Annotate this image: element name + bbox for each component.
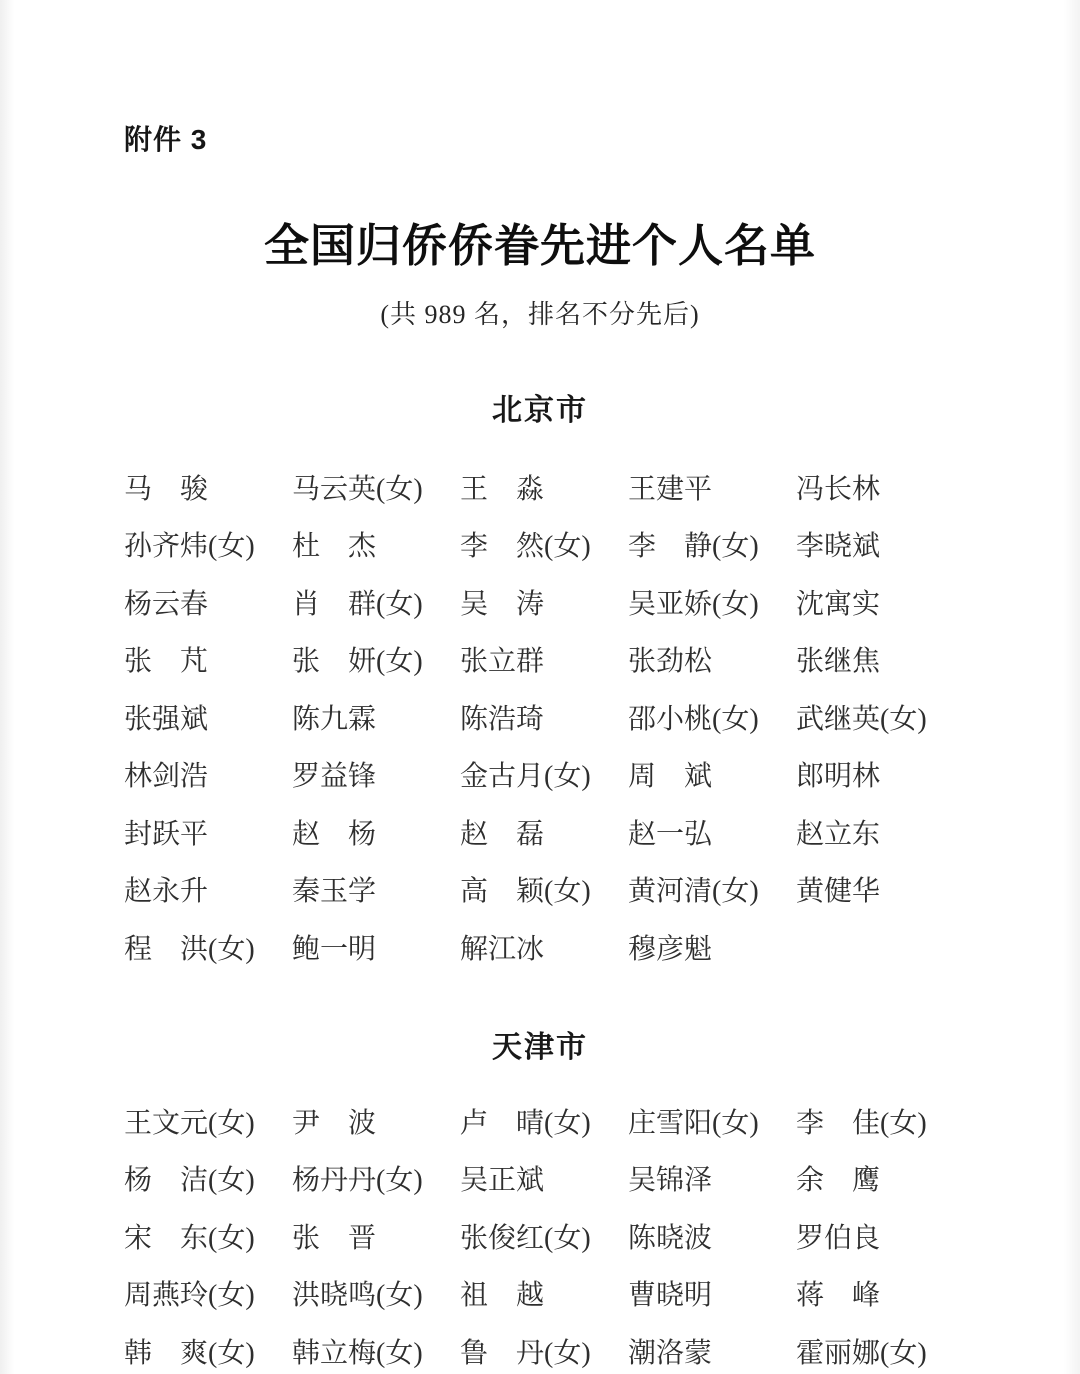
person-name: 王建平 <box>628 473 713 505</box>
person-name: 马云英(女) <box>292 473 423 505</box>
person-name: 曹晓明 <box>628 1280 713 1312</box>
person-name: 冯长林 <box>796 473 881 505</box>
person-name: 罗伯良 <box>796 1222 881 1254</box>
person-name: 余 鹰 <box>796 1165 881 1197</box>
person-name: 韩 爽(女) <box>124 1337 255 1369</box>
person-name: 张俊红(女) <box>460 1222 591 1254</box>
person-name: 邵小桃(女) <box>628 703 759 735</box>
person-name: 郎明林 <box>796 761 881 793</box>
person-name: 赵一弘 <box>628 818 713 850</box>
person-name: 庄雪阳(女) <box>628 1107 759 1139</box>
person-name: 张劲松 <box>628 646 713 678</box>
person-name: 罗益锋 <box>292 761 377 793</box>
person-name: 李 静(女) <box>628 531 759 563</box>
person-name: 穆彦魁 <box>628 933 713 965</box>
person-name: 秦玉学 <box>292 876 377 908</box>
person-name: 金古月(女) <box>460 761 591 793</box>
attachment-label: 附件 3 <box>124 124 208 155</box>
person-name: 李 然(女) <box>460 531 591 563</box>
person-name: 孙齐炜(女) <box>124 531 255 563</box>
person-name: 蒋 峰 <box>796 1280 881 1312</box>
person-name: 张 妍(女) <box>292 646 423 678</box>
name-grid-tianjin <box>124 1095 964 1374</box>
person-name: 韩立梅(女) <box>292 1337 423 1369</box>
person-name: 陈晓波 <box>628 1222 713 1254</box>
person-name: 沈寓实 <box>796 588 881 620</box>
person-name: 杨 洁(女) <box>124 1165 255 1197</box>
person-name: 赵立东 <box>796 818 881 850</box>
person-name: 赵 杨 <box>292 818 377 850</box>
person-name: 杜 杰 <box>292 531 377 563</box>
person-name: 马 骏 <box>124 473 209 505</box>
person-name: 潮洛蒙 <box>628 1337 713 1369</box>
document-title: 全国归侨侨眷先进个人名单 <box>263 221 816 271</box>
person-name: 陈浩琦 <box>460 703 545 735</box>
person-name: 洪晓鸣(女) <box>292 1280 423 1312</box>
person-name: 周燕玲(女) <box>124 1280 255 1312</box>
section-header-tianjin: 天津市 <box>492 1031 588 1064</box>
person-name: 程 洪(女) <box>124 933 255 965</box>
person-name: 张强斌 <box>124 703 209 735</box>
person-name: 封跃平 <box>124 818 209 850</box>
person-name: 吴亚娇(女) <box>628 588 759 620</box>
person-name: 尹 波 <box>292 1107 377 1139</box>
person-name: 杨云春 <box>124 588 209 620</box>
person-name: 林剑浩 <box>124 761 209 793</box>
person-name: 陈九霖 <box>292 703 377 735</box>
section-beijing <box>0 393 1080 979</box>
person-name: 解江冰 <box>460 933 545 965</box>
person-name: 吴 涛 <box>460 588 545 620</box>
person-name: 黄健华 <box>796 876 881 908</box>
person-name: 张继焦 <box>796 646 881 678</box>
person-name: 祖 越 <box>460 1280 545 1312</box>
person-name: 宋 东(女) <box>124 1222 255 1254</box>
person-name: 高 颖(女) <box>460 876 591 908</box>
person-name: 赵 磊 <box>460 818 545 850</box>
person-name: 鲁 丹(女) <box>460 1337 591 1369</box>
section-header-beijing: 北京市 <box>492 394 588 427</box>
name-grid-beijing <box>124 461 964 979</box>
person-name: 吴锦泽 <box>628 1165 713 1197</box>
section-tianjin <box>0 1030 1080 1374</box>
document-subtitle: (共 989 名，排名不分先后) <box>380 300 700 329</box>
person-name: 李 佳(女) <box>796 1107 927 1139</box>
person-name: 霍丽娜(女) <box>796 1337 927 1369</box>
person-name: 张 芃 <box>124 646 209 678</box>
person-name: 王文元(女) <box>124 1107 255 1139</box>
person-name: 张 晋 <box>292 1222 377 1254</box>
person-name: 赵永升 <box>124 876 209 908</box>
person-name: 周 斌 <box>628 761 713 793</box>
person-name: 王 淼 <box>460 473 545 505</box>
person-name: 鲍一明 <box>292 933 377 965</box>
person-name: 卢 晴(女) <box>460 1107 591 1139</box>
person-name: 武继英(女) <box>796 703 927 735</box>
person-name: 黄河清(女) <box>628 876 759 908</box>
person-name: 杨丹丹(女) <box>292 1165 423 1197</box>
person-name: 张立群 <box>460 646 545 678</box>
person-name: 李晓斌 <box>796 531 881 563</box>
person-name: 肖 群(女) <box>292 588 423 620</box>
person-name: 吴正斌 <box>460 1165 545 1197</box>
